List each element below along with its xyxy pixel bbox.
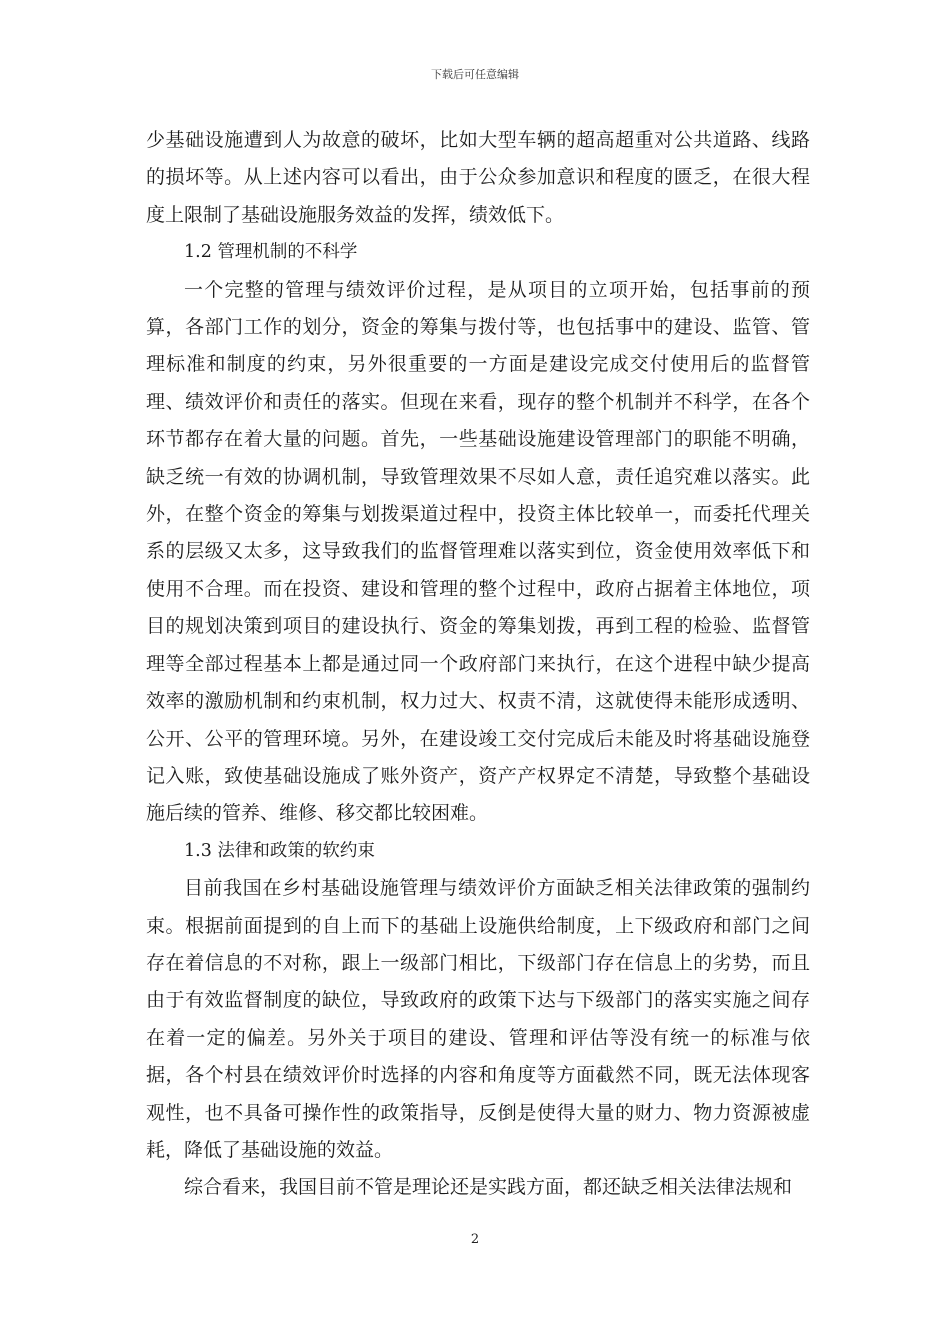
paragraph-management-mechanism: 一个完整的管理与绩效评价过程，是从项目的立项开始，包括事前的预算，各部门工作的划分，资金的筹集与拨付等，也包括事中的建设、监管、管理标准和制度的约束，另外很重要的一方面是建设完成交付使用后的监督管理、绩效评价和责任的落实。但现在来看，现存的整个机制并不科学，在各个环节都存在着大量的问题。首先，一些基础设施建设管理部门的职能不明确，缺乏统一有效的协调机制，导致管理效果不尽如人意，责任追究难以落实。此外，在整个资金的筹集与划拨渠道过程中，投资主体比较单一，而委托代理关系的层级又太多，这导致我们的监督管理难以落实到位，资金使用效率低下和使用不合理。而在投资、建设和管理的整个过程中，政府占据着主体地位，项目的规划决策到项目的建设执行、资金的筹集划拨，再到工程的检验、监督管理等全部过程基本上都是通过同一个政府部门来执行，在这个进程中缺少提高效率的激励机制和约束机制，权力过大、权责不清，这就使得未能形成透明、公开、公平的管理环境。另外，在建设竣工交付完成后未能及时将基础设施登记入账，致使基础设施成了账外资产，资产产权界定不清楚，导致整个基础设施后续的管养、维修、移交都比较困难。 — [146, 278, 810, 825]
page-number: 2 — [470, 1232, 480, 1247]
page-header-note: 下载后可任意编辑 — [431, 68, 519, 81]
section-heading-1-3: 1.3 法律和政策的软约束 — [184, 840, 375, 861]
paragraph-summary: 综合看来，我国目前不管是理论还是实践方面，都还缺乏相关法律法规和 — [184, 1176, 793, 1199]
paragraph-continued: 少基础设施遭到人为故意的破坏，比如大型车辆的超高超重对公共道路、线路的损坏等。从上述内容可以看出，由于公众参加意识和程度的匮乏，在很大程度上限制了基础设施服务效益的发挥，绩效低下。 — [146, 129, 810, 226]
paragraph-law-policy: 目前我国在乡村基础设施管理与绩效评价方面缺乏相关法律政策的强制约束。根据前面提到的自上而下的基础上设施供给制度，上下级政府和部门之间存在着信息的不对称，跟上一级部门相比，下级部门存在信息上的劣势，而且由于有效监督制度的缺位，导致政府的政策下达与下级部门的落实实施之间存在着一定的偏差。另外关于项目的建设、管理和评估等没有统一的标准与依据，各个村县在绩效评价时选择的内容和角度等方面截然不同，既无法体现客观性，也不具备可操作性的政策指导，反倒是使得大量的财力、物力资源被虚耗，降低了基础设施的效益。 — [146, 877, 810, 1161]
document-body — [146, 122, 810, 1207]
section-heading-1-2: 1.2 管理机制的不科学 — [184, 242, 358, 263]
